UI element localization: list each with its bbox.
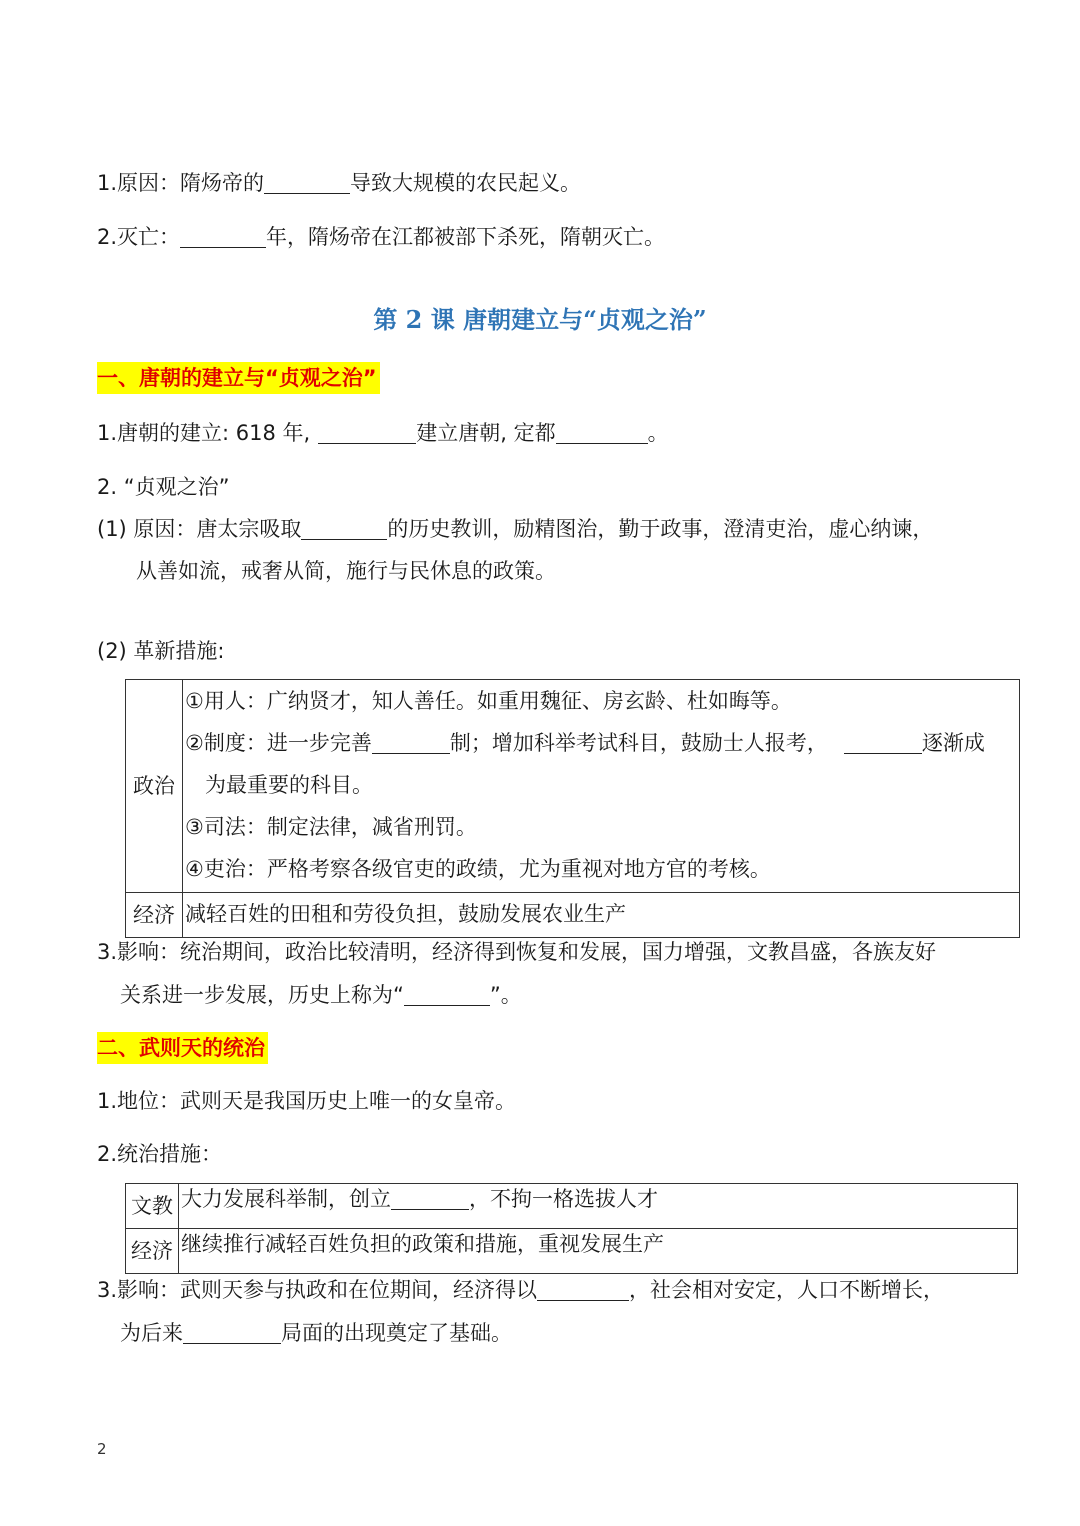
text: 制；增加科举考试科目，鼓励士人报考， <box>449 731 828 755</box>
lesson-title: 第 2 课 唐朝建立与“贞观之治” <box>373 305 707 334</box>
table-row <box>126 680 1020 893</box>
reform-heading: (2) 革新措施: <box>97 639 225 663</box>
sui-fall-line <box>97 222 665 252</box>
text: ”。 <box>489 983 522 1007</box>
sui-cause-line <box>97 168 581 198</box>
text: ，不拘一格选拔人才 <box>469 1187 658 1211</box>
text: 2.灭亡： <box>97 225 181 249</box>
text: 1.唐朝的建立: 618 年, <box>97 421 311 445</box>
fill-blank[interactable] <box>556 421 648 444</box>
text: 为后来 <box>120 1321 183 1345</box>
text: 导致大规模的农民起义。 <box>350 171 582 195</box>
economy-content: 减轻百姓的田租和劳役负担，鼓励发展农业生产 <box>183 893 1020 938</box>
politics-item-4: ④吏治：严格考察各级官吏的政绩，尤为重视对地方官的考核。 <box>185 857 771 881</box>
fill-blank[interactable] <box>372 731 450 754</box>
text: 关系进一步发展，历史上称为“ <box>120 983 404 1007</box>
fill-blank[interactable] <box>183 1321 281 1344</box>
reason-line-cont: 从善如流，戒奢从简，施行与民休息的政策。 <box>136 559 556 583</box>
politics-label: 政治 <box>126 680 183 893</box>
zhenguan-line: 2. “贞观之治” <box>97 475 230 499</box>
text: 1.原因：隋炀帝的 <box>97 171 265 195</box>
text: 年，隋炀帝在江都被部下杀死，隋朝灭亡。 <box>266 225 666 249</box>
politics-item-1: ①用人：广纳贤才，知人善任。如重用魏征、房玄龄、杜如晦等。 <box>185 689 792 713</box>
reason-line <box>97 514 933 544</box>
culture-content <box>179 1184 1018 1229</box>
text: 建立唐朝, 定都 <box>416 421 556 445</box>
text: 局面的出现奠定了基础。 <box>281 1321 512 1345</box>
fill-blank[interactable] <box>301 517 387 540</box>
culture-label: 文教 <box>126 1184 179 1229</box>
fill-blank[interactable] <box>180 225 266 248</box>
fill-blank[interactable] <box>537 1278 629 1301</box>
text: 3.影响：武则天参与执政和在位期间，经济得以 <box>97 1278 538 1302</box>
table-row <box>126 1229 1018 1274</box>
politics-item-3: ③司法：制定法律，减省刑罚。 <box>185 815 477 839</box>
politics-content <box>183 680 1020 893</box>
impact-line-cont <box>120 980 522 1010</box>
text: 。 <box>647 421 669 445</box>
fill-blank[interactable] <box>318 421 416 444</box>
measures-table <box>125 1183 1018 1274</box>
fill-blank[interactable] <box>404 983 490 1006</box>
fill-blank[interactable] <box>264 171 350 194</box>
politics-item-2 <box>185 722 1019 764</box>
section-heading-1: 一、唐朝的建立与“贞观之治” <box>97 362 380 394</box>
table-row <box>126 1184 1018 1229</box>
economy-content: 继续推行减轻百姓负担的政策和措施，重视发展生产 <box>179 1229 1018 1274</box>
text: 逐渐成 <box>921 731 985 755</box>
table-row <box>126 893 1020 938</box>
text: ②制度：进一步完善 <box>185 731 372 755</box>
economy-label: 经济 <box>126 893 183 938</box>
tang-founding-line <box>97 418 669 448</box>
fill-blank[interactable] <box>391 1187 469 1210</box>
politics-item-2-cont: 为最重要的科目。 <box>205 773 373 797</box>
reform-table <box>125 679 1020 938</box>
wu-impact-line <box>97 1275 944 1305</box>
wu-impact-line-cont <box>120 1318 512 1348</box>
measures-heading: 2.统治措施： <box>97 1142 223 1166</box>
page-number: 2 <box>97 1440 107 1458</box>
economy-label: 经济 <box>126 1229 179 1274</box>
impact-line: 3.影响：统治期间，政治比较清明，经济得到恢复和发展，国力增强，文教昌盛，各族友好 <box>97 940 937 964</box>
status-line: 1.地位：武则天是我国历史上唯一的女皇帝。 <box>97 1089 517 1113</box>
text: (1) 原因：唐太宗吸取 <box>97 517 302 541</box>
text: ，社会相对安定，人口不断增长， <box>629 1278 945 1302</box>
section-heading-2: 二、武则天的统治 <box>97 1032 268 1064</box>
fill-blank[interactable] <box>844 731 922 754</box>
text: 的历史教训，励精图治，勤于政事，澄清吏治，虚心纳谏， <box>387 517 934 541</box>
text: 大力发展科举制，创立 <box>181 1187 391 1211</box>
